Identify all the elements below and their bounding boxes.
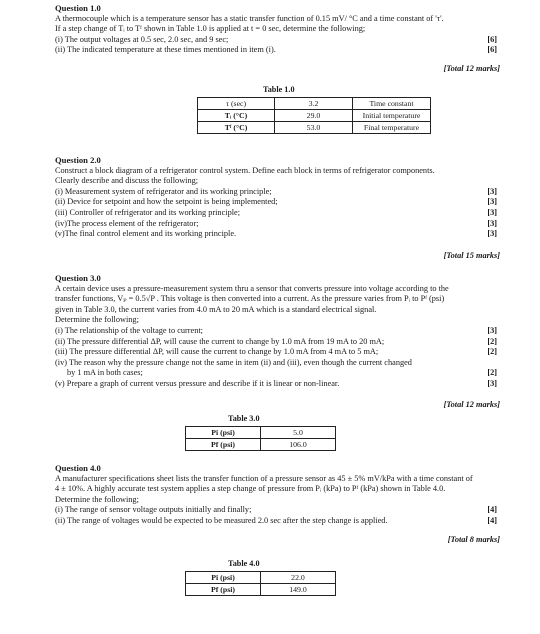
item-text: (ii) The range of voltages would be expected to be measured 2.0 sec after the step change is applied.	[55, 515, 388, 525]
question-3-text-line-3: given in Table 3.0, the current varies from 4.0 mA to 20 mA which is a standard electrical signal.	[55, 304, 377, 314]
question-2-total: [Total 15 marks]	[443, 251, 500, 260]
item-marks: [6]	[487, 45, 497, 55]
item-marks: [4]	[487, 505, 497, 515]
item-marks: [2]	[487, 368, 497, 378]
question-2-title: Question 2.0	[55, 155, 101, 165]
item-text: by 1 mA in both cases;	[67, 368, 143, 378]
table-cell: 106.0	[261, 439, 336, 451]
table-row	[198, 110, 431, 122]
table-row	[186, 572, 336, 584]
question-3-item	[55, 379, 500, 390]
table-4	[185, 571, 336, 596]
question-1	[55, 3, 500, 56]
item-text: (v) Prepare a graph of current versus pressure and describe if it is linear or non-linear.	[55, 378, 340, 388]
item-text: (iv) The reason why the pressure change not the same in item (ii) and (iii), even though the current changed	[55, 357, 412, 367]
table-row	[198, 122, 431, 134]
table-cell: Pi (psi)	[186, 427, 261, 439]
question-4-text-line-3: Determine the following;	[55, 494, 139, 504]
question-4-text-line-1: A manufacturer specifications sheet lists the transfer function of a pressure sensor as 45 ± 5% mV/kPa with a time constant of	[55, 473, 473, 483]
table-cell: Pf (psi)	[186, 584, 261, 596]
question-3-total: [Total 12 marks]	[443, 400, 500, 409]
table-cell: 22.0	[261, 572, 336, 584]
question-1-item	[55, 35, 500, 46]
item-text: (i) The relationship of the voltage to current;	[55, 325, 203, 335]
question-2-text-line-2: Clearly describe and discuss the following;	[55, 176, 199, 186]
table-row	[186, 427, 336, 439]
table-1	[197, 97, 431, 134]
question-4-item	[55, 505, 500, 516]
question-1-text-line-1: A thermocouple which is a temperature sensor has a static transfer function of 0.15 mV/ °C and a time constant of 'τ'.	[55, 13, 444, 23]
table-row	[186, 584, 336, 596]
item-text: (i) The range of sensor voltage outputs initially and finally;	[55, 505, 252, 515]
question-2-item	[55, 208, 500, 219]
item-marks: [3]	[487, 229, 497, 239]
question-4	[55, 463, 500, 527]
table-3-caption: Table 3.0	[228, 414, 260, 423]
item-marks: [2]	[487, 336, 497, 346]
table-cell: 149.0	[261, 584, 336, 596]
question-3-text-line-1: A certain device uses a pressure-measurement system thru a sensor that converts pressure into voltage according to the	[55, 283, 449, 293]
table-1-caption: Table 1.0	[263, 85, 295, 94]
item-marks: [3]	[487, 378, 497, 388]
table-cell: Tᵢ (°C)	[198, 110, 275, 122]
table-cell: 29.0	[275, 110, 353, 122]
table-4-caption: Table 4.0	[228, 559, 260, 568]
table-cell: Pf (psi)	[186, 439, 261, 451]
question-1-title: Question 1.0	[55, 3, 101, 13]
table-cell: Tᶠ (°C)	[198, 122, 275, 134]
question-1-item	[55, 45, 500, 56]
table-cell: 5.0	[261, 427, 336, 439]
item-text: (ii) The indicated temperature at these times mentioned in item (i).	[55, 45, 276, 55]
item-text: (i) Measurement system of refrigerator and its working principle;	[55, 186, 272, 196]
question-2-item	[55, 219, 500, 230]
question-3-text-line-4: Determine the following;	[55, 315, 139, 325]
table-cell: 3.2	[275, 98, 353, 110]
table-row	[198, 98, 431, 110]
question-3-item	[55, 368, 500, 379]
question-4-title: Question 4.0	[55, 463, 101, 473]
item-marks: [3]	[487, 186, 497, 196]
question-3-item	[55, 358, 500, 369]
item-text: (i) The output voltages at 0.5 sec, 2.0 sec, and 9 sec;	[55, 34, 229, 44]
item-marks: [3]	[487, 197, 497, 207]
question-4-total: [Total 8 marks]	[447, 535, 500, 544]
question-2	[55, 155, 500, 240]
question-3-item	[55, 337, 500, 348]
item-text: (iv)The process element of the refrigerator;	[55, 218, 199, 228]
item-marks: [3]	[487, 325, 497, 335]
item-marks: [4]	[487, 515, 497, 525]
table-cell: Initial temperature	[353, 110, 431, 122]
item-text: (iii) Controller of refrigerator and its working principle;	[55, 207, 241, 217]
question-3-title: Question 3.0	[55, 273, 101, 283]
table-cell: Pi (psi)	[186, 572, 261, 584]
question-4-item	[55, 516, 500, 527]
question-2-text-line-1: Construct a block diagram of a refrigerator control system. Define each block in terms of refrigerator components.	[55, 165, 435, 175]
question-1-text-line-2: If a step change of Tᵢ to Tᶠ shown in Table 1.0 is applied at t = 0 sec, determine the following;	[55, 24, 366, 34]
item-marks: [3]	[487, 207, 497, 217]
item-marks: [3]	[487, 218, 497, 228]
table-cell: Final temperature	[353, 122, 431, 134]
question-3-text-line-2: transfer functions, Vₚ = 0.5√P . This voltage is then converted into a current. As the pressure varies from Pᵢ to Pᶠ (psi)	[55, 294, 445, 304]
item-text: (ii) Device for setpoint and how the setpoint is being implemented;	[55, 197, 278, 207]
question-3-item	[55, 347, 500, 358]
question-4-text-line-2: 4 ± 10%. A highly accurate test system applies a step change of pressure from Pᵢ (kPa) to Pᶠ (kPa) shown in Table 4.0.	[55, 484, 446, 494]
question-1-total: [Total 12 marks]	[443, 64, 500, 73]
table-cell: τ (sec)	[198, 98, 275, 110]
question-2-item	[55, 187, 500, 198]
question-2-item	[55, 229, 500, 240]
table-cell: 53.0	[275, 122, 353, 134]
question-2-item	[55, 197, 500, 208]
item-marks: [6]	[487, 34, 497, 44]
table-cell: Time constant	[353, 98, 431, 110]
item-text: (ii) The pressure differential ΔP, will cause the current to change by 1.0 mA from 19 mA to 20 mA;	[55, 336, 385, 346]
table-3	[185, 426, 336, 451]
question-3	[55, 273, 500, 390]
item-text: (v)The final control element and its working principle.	[55, 229, 237, 239]
item-marks: [2]	[487, 347, 497, 357]
question-3-item	[55, 326, 500, 337]
item-text: (iii) The pressure differential ΔP, will cause the current to change by 1.0 mA from 4 mA to 5 mA;	[55, 347, 379, 357]
table-row	[186, 439, 336, 451]
